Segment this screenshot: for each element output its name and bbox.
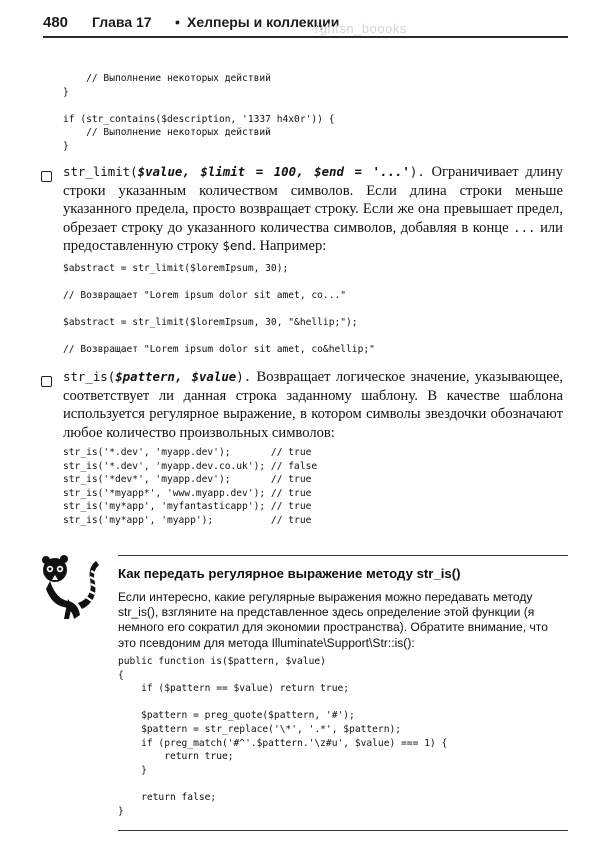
- checkbox-bullet-icon: [41, 171, 52, 182]
- str-limit-fn: str_limit(: [63, 164, 138, 179]
- ellipsis-literal: ...: [513, 219, 536, 235]
- chapter-title: Хелперы и коллекции: [187, 14, 340, 30]
- str-is-text: Возвращает логическое значение, указывающее, соответствует ли данная строка заданному шаблону. В качестве шаблона используется регулярное выражение, в котором символы звездочки обозначают любое количество произвольных символов:: [63, 369, 564, 441]
- note-title: Как передать регулярное выражение методу str_is(): [118, 566, 461, 581]
- end-variable: $end: [222, 238, 253, 254]
- code-str-limit-4: // Возвращает "Lorem ipsum dolor sit amet, co&hellip;": [63, 344, 375, 355]
- str-limit-text-1: Ограничивает длину строки указанным количеством символов. Если длина строки меньше указанного предела, просто возвращает строку. Если же она превышает предел, обрезает строку до указанного количества символов, добавляя в конце: [63, 164, 563, 236]
- str-is-fn: str_is(: [63, 369, 116, 384]
- str-limit-text-2: или предоставленную строку: [63, 219, 563, 255]
- note-text: Если интересно, какие регулярные выражения можно передавать методу str_is(), взгляните на представленное здесь определение этой функции (я немного его сократил для экономии пространства). Обратите внимание, что это псевдоним для метода Illuminate\Support\Str::is():: [118, 590, 548, 650]
- str-is-args: $pattern, $value: [115, 369, 237, 384]
- note-bottom-rule: [118, 830, 568, 831]
- str-limit-text-3: . Например:: [252, 238, 327, 255]
- code-str-limit-1: $abstract = str_limit($loremIpsum, 30);: [63, 263, 289, 274]
- header-separator: •: [175, 14, 180, 30]
- watermark: rghtsn_boooks: [315, 21, 407, 36]
- str-is-close: ).: [236, 369, 252, 384]
- note-top-rule: [118, 555, 568, 556]
- lemur-icon: [38, 553, 100, 623]
- code-str-is: str_is('*.dev', 'myapp.dev'); // true str_is('*.dev', 'myapp.dev.co.uk'); // false str_is('*dev*', 'myapp.dev'); // true str_is('*myapp*', 'www.myapp.dev'); // true str_is('my*app', 'myfantasticapp'); // true str_is('my*app', 'myapp'); // true: [63, 447, 318, 526]
- str-limit-description: [63, 163, 563, 256]
- code-str-limit-2: // Возвращает "Lorem ipsum dolor sit amet, co...": [63, 290, 347, 301]
- page-number: 480: [43, 14, 69, 31]
- str-limit-close: ).: [409, 164, 425, 179]
- header-rule: [43, 36, 568, 38]
- checkbox-bullet-icon: [41, 376, 52, 387]
- running-header: [43, 14, 563, 36]
- str-limit-args: $value, $limit = 100, $end = '...': [137, 164, 410, 179]
- chapter-label: Глава 17: [92, 14, 152, 30]
- note-code: public function is($pattern, $value) { if ($pattern == $value) return true; $pattern = preg_quote($pattern, '#'); $pattern = str_replace('\*', '.*', $pattern); if (preg_match('#^'.$pattern.'\z#u', $value) === 1) { return true; } return false; }: [118, 656, 448, 817]
- code-block-top: // Выполнение некоторых действий } if (str_contains($description, '1337 h4x0r')) { // Выполнение некоторых действий }: [63, 73, 335, 152]
- code-str-limit-3: $abstract = str_limit($loremIpsum, 30, "&hellip;");: [63, 317, 358, 328]
- str-is-description: [63, 368, 563, 442]
